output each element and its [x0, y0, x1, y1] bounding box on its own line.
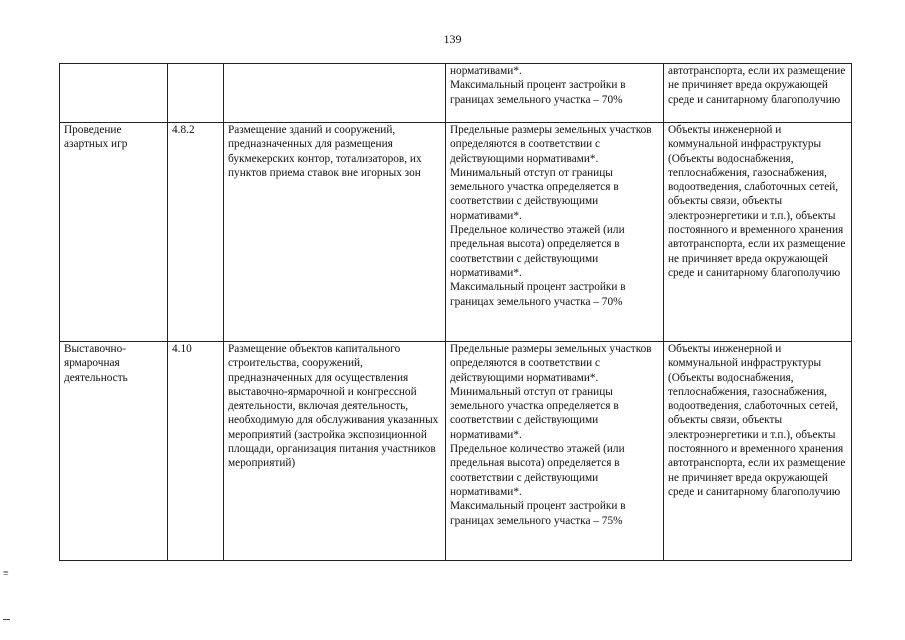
cell-description: Размещение объектов капитального строительства, сооружений, предназначенных для осуществления выставочно-ярмарочной и конгрессной деятельности, включая деятельность, необходимую для обслуживания указанных мероприятий (застройка экспозиционной площади, организация питания участников мероприятий) — [224, 342, 446, 561]
cell-code — [168, 64, 224, 123]
cell-auxiliary-uses: автотранспорта, если их размещение не причиняет вреда окружающей среде и санитарному благополучию — [664, 64, 852, 123]
margin-dash — [3, 619, 10, 620]
page-number: 139 — [443, 32, 462, 46]
table-row-continuation — [60, 64, 852, 123]
cell-parameters: Предельные размеры земельных участков определяются в соответствии с действующими нормативами*. Минимальный отступ от границы земельного участка определяется в соответствии с действующими нормативами*. Предельное количество этажей (или предельная высота) определяется в соответствии с действующими нормативами*. Максимальный процент застройки в границах земельного участка – 70% — [446, 123, 664, 342]
cell-code: 4.8.2 — [168, 123, 224, 342]
cell-code: 4.10 — [168, 342, 224, 561]
cell-use-name: Выставочно-ярмарочная деятельность — [60, 342, 168, 561]
cell-description: Размещение зданий и сооружений, предназначенных для размещения букмекерских контор, тотализаторов, их пунктов приема ставок вне игорных зон — [224, 123, 446, 342]
cell-parameters: Предельные размеры земельных участков определяются в соответствии с действующими нормативами*. Минимальный отступ от границы земельного участка определяется в соответствии с действующими нормативами*. Предельное количество этажей (или предельная высота) определяется в соответствии с действующими нормативами*. Максимальный процент застройки в границах земельного участка – 75% — [446, 342, 664, 561]
margin-mark: ≡ — [3, 568, 9, 579]
land-use-table — [59, 63, 852, 561]
table-row-exhibition — [60, 342, 852, 561]
cell-description — [224, 64, 446, 123]
table-row-gambling — [60, 123, 852, 342]
cell-auxiliary-uses: Объекты инженерной и коммунальной инфраструктуры (Объекты водоснабжения, теплоснабжения, газоснабжения, водоотведения, слаботочных сетей, объекты связи, объекты электроэнергетики и т.п.), объекты постоянного и временного хранения автотранспорта, если их размещение не причиняет вреда окружающей среде и санитарному благополучию — [664, 342, 852, 561]
cell-use-name: Проведение азартных игр — [60, 123, 168, 342]
cell-auxiliary-uses: Объекты инженерной и коммунальной инфраструктуры (Объекты водоснабжения, теплоснабжения, газоснабжения, водоотведения, слаботочных сетей, объекты связи, объекты электроэнергетики и т.п.), объекты постоянного и временного хранения автотранспорта, если их размещение не причиняет вреда окружающей среде и санитарному благополучию — [664, 123, 852, 342]
cell-parameters: нормативами*. Максимальный процент застройки в границах земельного участка – 70% — [446, 64, 664, 123]
cell-use-name — [60, 64, 168, 123]
